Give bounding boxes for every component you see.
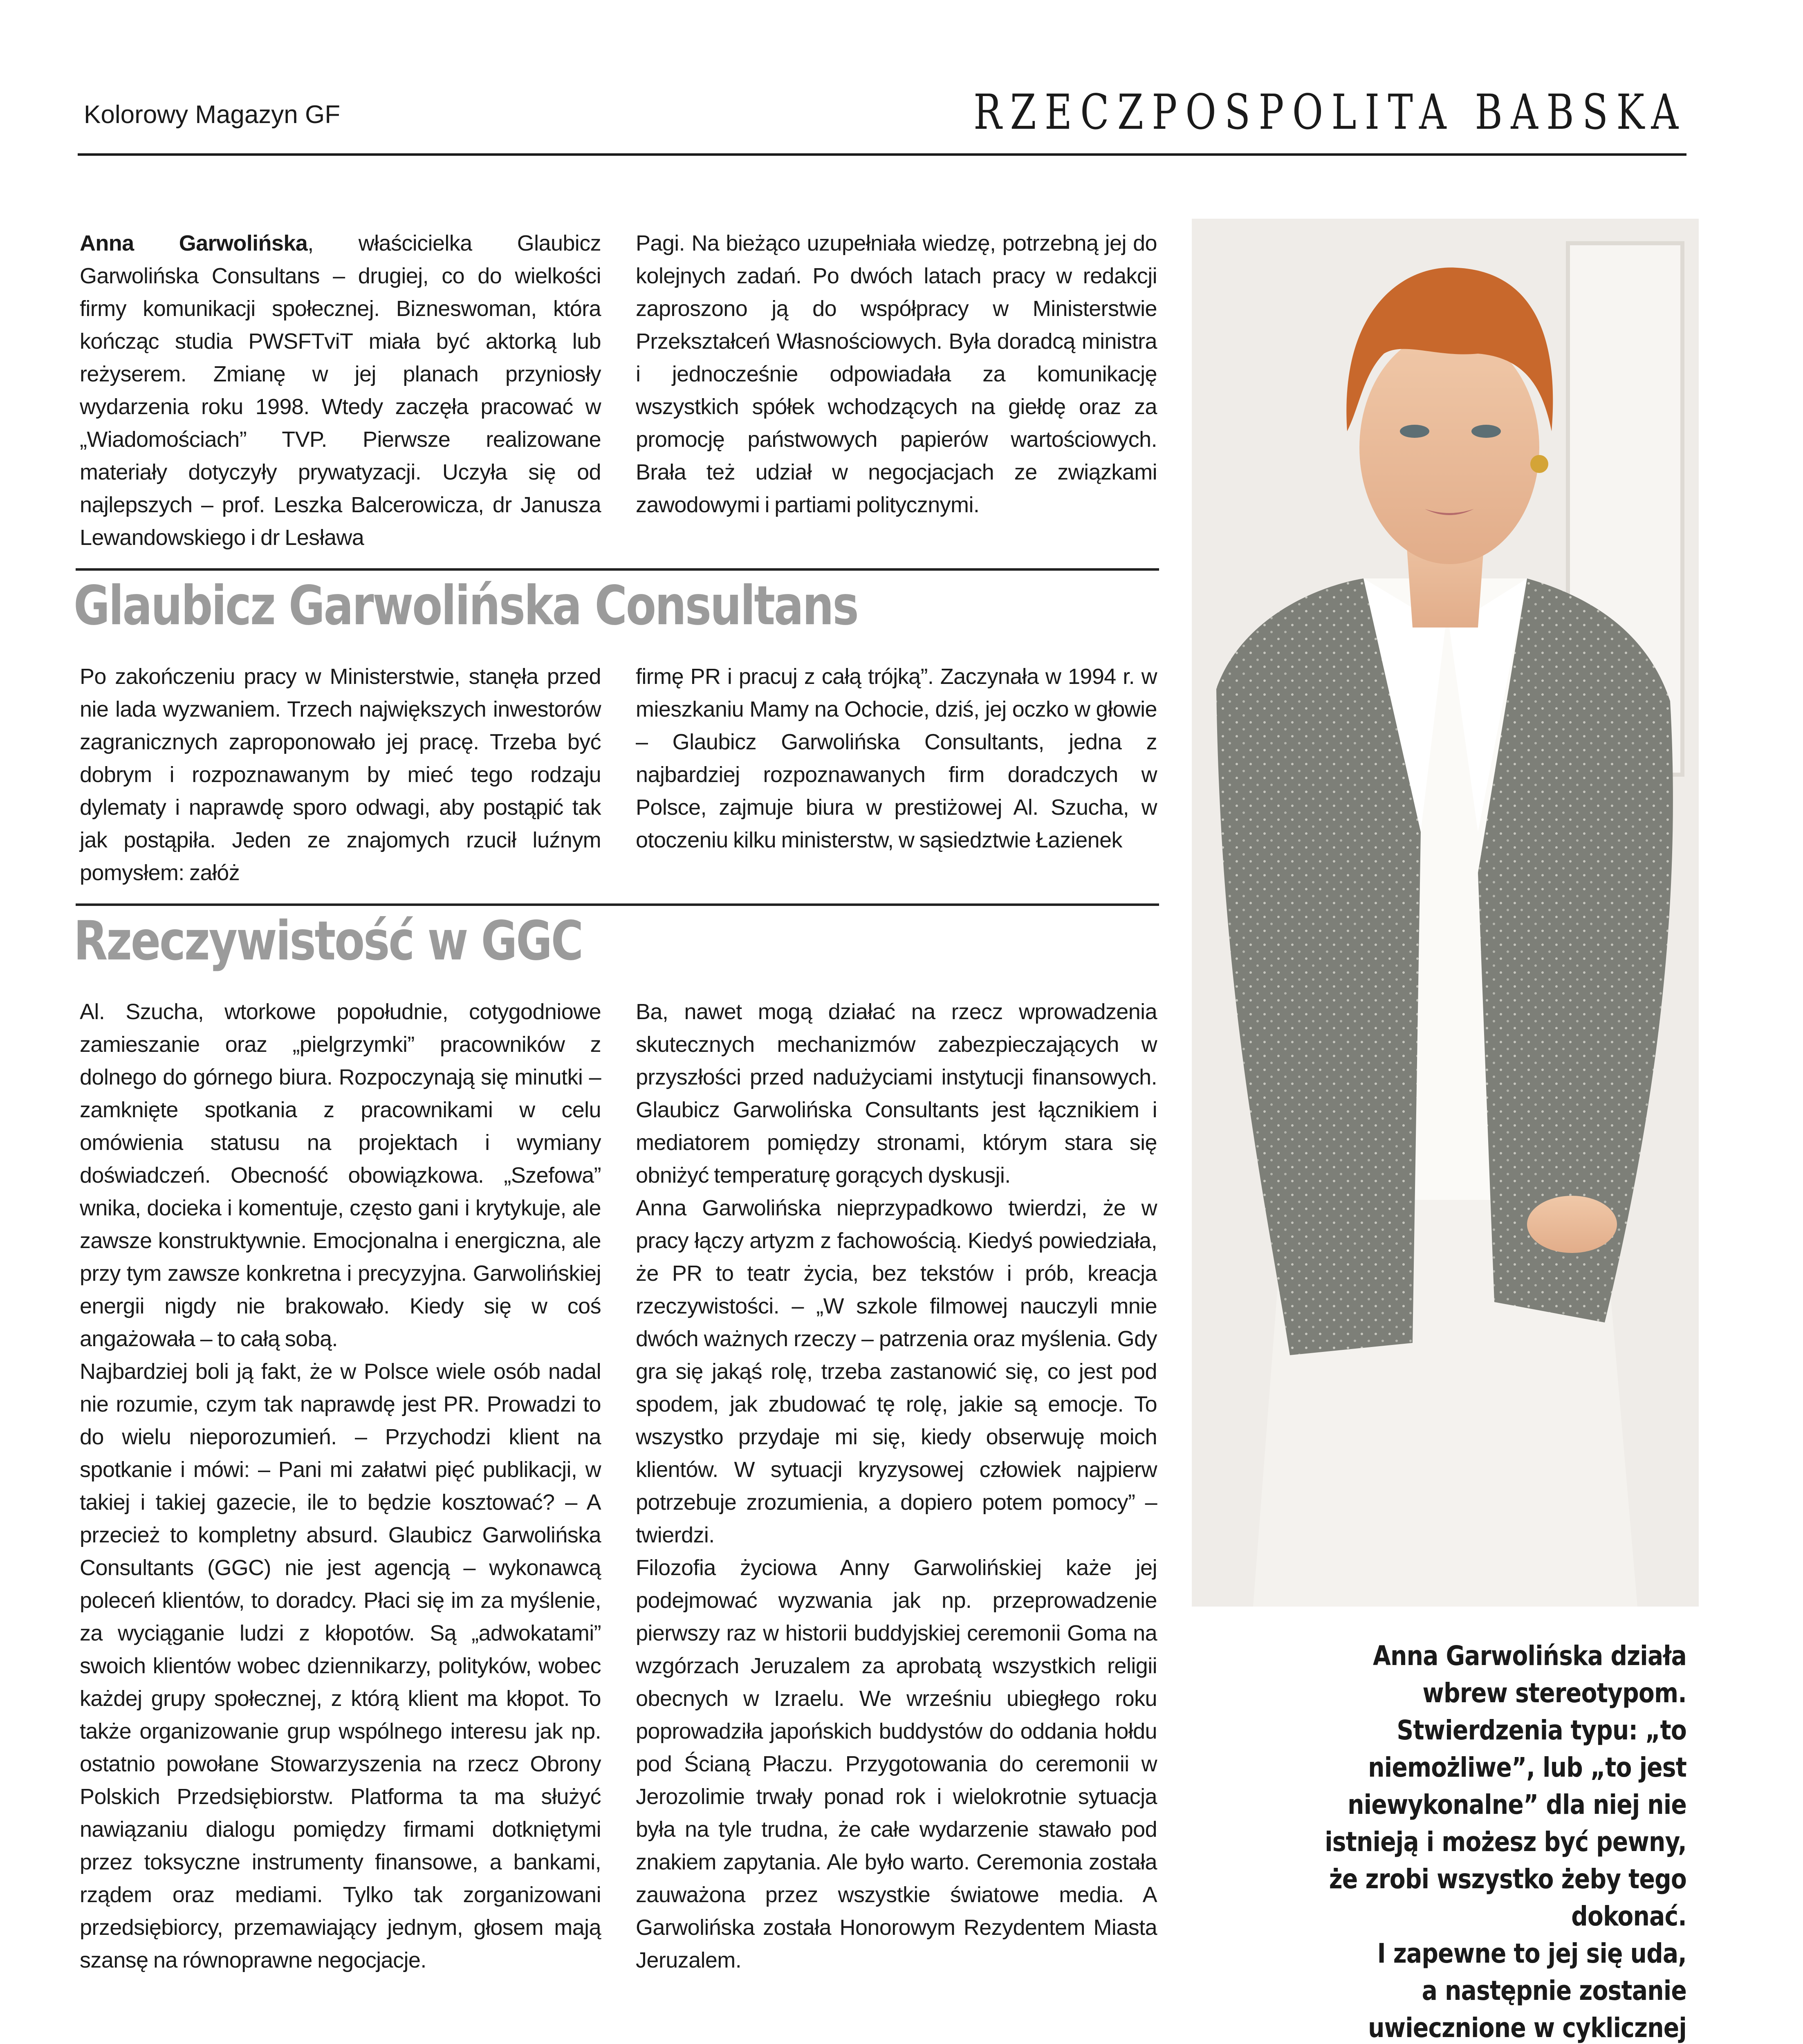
- section-banner: RZECZPOSPOLITA BABSKA: [973, 84, 1686, 140]
- section2-paragraph-5: Filozofia życiowa Anny Garwolińskiej każe jej podejmować wyzwania jak np. przeprowadzenie pierwszy raz w historii buddyjskiej ceremonii Goma na wzgórzach Jeruzalem za aprobatą wszystkich religii obecnych w Izraelu. We wrześniu ubiegłego roku poprowadziła japońskich buddystów do oddania hołdu pod Ścianą Płaczu. Przygotowania do ceremonii w Jerozolimie trwały ponad rok i wielokrotnie sytuacja była na tyle trudna, że całe wydarzenie stawało pod znakiem zapytania. Ale było warto. Ceremonia została zauważona przez wszystkie światowe media. A Garwolińska została Honorowym Rezydentem Miasta Jeruzalem.: [636, 1555, 1157, 1972]
- portrait-photo: [1192, 219, 1699, 1607]
- intro-text-1: , właścicielka Glaubicz Garwolińska Consultans – drugiej, co do wielkości firmy komunikacji społecznej. Bizneswoman, która kończąc studia PWSFTviT miała być aktorką lub reżyserem. Zmianę w jej planach przyniosły wydarzenia roku 1998. Wtedy zaczęła pracować w „Wiadomościach” TVP. Pierwsze realizowane materiały dotyczyły prywatyzacji. Uczyła się od najlepszych – prof. Leszka Balcerowicza, dr Janusza Lewandowskiego i dr Lesława: [80, 231, 601, 550]
- section-rule-2: [76, 903, 1159, 906]
- section-title-reality: Rzeczywistość w GGC: [74, 910, 582, 973]
- caption-line: niewykonalne” dla niej nie: [1348, 1789, 1686, 1820]
- intro-text-2: Pagi. Na bieżąco uzupełniała wiedzę, potrzebną jej do kolejnych zadań. Po dwóch latach pracy w redakcji zaproszono ją do współpracy w Ministerstwie Przekształceń Własnościowych. Była doradcą ministra i jednocześnie odpowiadała za komunikację wszystkich spółek wchodzących na giełdę oraz za promocję państwowych papierów wartościowych. Brała też udział w negocjacjach ze związkami zawodowymi i partiami politycznymi.: [636, 231, 1157, 517]
- caption-line: Anna Garwolińska działa: [1372, 1640, 1686, 1672]
- section1-column-1: [80, 660, 601, 889]
- section2-column-2: [636, 995, 1157, 1977]
- section-title-consultans: Glaubicz Garwolińska Consultans: [74, 574, 858, 637]
- magazine-name: Kolorowy Magazyn GF: [84, 101, 341, 129]
- portrait-illustration: [1192, 219, 1699, 1607]
- section1-column-2: [636, 660, 1157, 856]
- caption-line: istnieją i możesz być pewny,: [1325, 1826, 1686, 1858]
- caption-line: dokonać.: [1571, 1901, 1686, 1932]
- header-rule: [78, 153, 1686, 156]
- section2-column-1: [80, 995, 601, 1977]
- intro-lead-name: Anna Garwolińska: [80, 231, 308, 256]
- intro-column-1: [80, 227, 601, 554]
- caption-line: Stwierdzenia typu: „to: [1397, 1715, 1686, 1746]
- caption-line: I zapewne to jej się uda,: [1377, 1938, 1686, 1969]
- section2-paragraph-3: Ba, nawet mogą działać na rzecz wprowadzenia skutecznych mechanizmów zabezpieczających w przyszłości przed nadużyciami instytucji finansowych. Glaubicz Garwolińska Consultants jest łącznikiem i mediatorem pomiędzy stronami, którym stara się obniżyć temperaturę gorących dyskusji.: [636, 1000, 1157, 1188]
- section2-paragraph-1: Al. Szucha, wtorkowe popołudnie, cotygodniowe zamieszanie oraz „pielgrzymki” pracowników z dolnego do górnego biura. Rozpoczynają się minutki –zamknięte spotkania z pracownikami w celu omówienia statusu na projektach i wymiany doświadczeń. Obecność obowiązkowa. „Szefowa” wnika, docieka i komentuje, często gani i krytykuje, ale zawsze konstruktywnie. Emocjonalna i energiczna, ale przy tym zawsze konkretna i precyzyjna. Garwolińskiej energii nigdy nie brakowało. Kiedy się w coś angażowała – to całą sobą.: [80, 1000, 601, 1351]
- section2-paragraph-4: Anna Garwolińska nieprzypadkowo twierdzi, że w pracy łączy artyzm z fachowością. Kiedyś powiedziała, że PR to teatr życia, bez tekstów i prób, kreacja rzeczywistości. – „W szkole filmowej nauczyli mnie dwóch ważnych rzeczy – patrzenia oraz myślenia. Gdy gra się jakąś rolę, trzeba zastanowić się, co jest pod spodem, jak zbudować tę rolę, jakie są emocje. To wszystko przydaje mi się, kiedy obserwuję moich klientów. W sytuacji kryzysowej człowiek najpierw potrzebuje zrozumienia, a dopiero potem pomocy” – twierdzi.: [636, 1196, 1157, 1547]
- section2-paragraph-2: Najbardziej boli ją fakt, że w Polsce wiele osób nadal nie rozumie, czym tak naprawdę jest PR. Prowadzi to do wielu nieporozumień. – Przychodzi klient na spotkanie i mówi: – Pani mi załatwi pięć publikacji, w takiej i takiej gazecie, ile to będzie kosztować? – A przecież to kompletny absurd. Glaubicz Garwolińska Consultants (GGC) nie jest agencją – wykonawcą poleceń klientów, to doradcy. Płaci się im za myślenie, za wyciąganie ludzi z kłopotów. Są „adwokatami” swoich klientów wobec dziennikarzy, polityków, wobec każdej grupy społecznej, z którą klient ma kłopot. To także organizowanie grup wspólnego interesu jak np. ostatnio powołane Stowarzyszenia na rzecz Obrony Polskich Przedsiębiorstw. Platforma ta ma służyć nawiązaniu dialogu pomiędzy firmami dotkniętymi przez toksyczne instrumenty finansowe, a bankami, rządem oraz mediami. Tylko tak zorganizowani przedsiębiorcy, przemawiający jednym, głosem mają szansę na równoprawne negocjacje.: [80, 1359, 601, 1972]
- caption-line: że zrobi wszystko żeby tego: [1329, 1863, 1686, 1895]
- section1-text-1: Po zakończeniu pracy w Ministerstwie, stanęła przed nie lada wyzwaniem. Trzech największych inwestorów zagranicznych zaproponowało jej pracę. Trzeba być dobrym i rozpoznawanym by mieć tego rodzaju dylematy i naprawdę sporo odwagi, aby postąpić tak jak postąpiła. Jeden ze znajomych rzucił luźnym pomysłem: załóż: [80, 664, 601, 885]
- section-rule-1: [76, 568, 1159, 571]
- section1-text-2: firmę PR i pracuj z całą trójką”. Zaczynała w 1994 r. w mieszkaniu Mamy na Ochocie, dziś, jej oczko w głowie – Glaubicz Garwolińska Consultants, jedna z najbardziej rozpoznawanych firm doradczych w Polsce, zajmuje biura w prestiżowej Al. Szucha, w otoczeniu kilku ministerstw, w sąsiedztwie Łazienek: [636, 664, 1157, 852]
- photo-caption: [1319, 1637, 1686, 2044]
- caption-line: wbrew stereotypom.: [1422, 1677, 1686, 1709]
- intro-column-2: [636, 227, 1157, 521]
- caption-line: niemożliwe”, lub „to jest: [1368, 1752, 1686, 1783]
- caption-line: uwiecznione w cyklicznej: [1368, 2012, 1686, 2044]
- caption-line: a następnie zostanie: [1422, 1975, 1686, 2006]
